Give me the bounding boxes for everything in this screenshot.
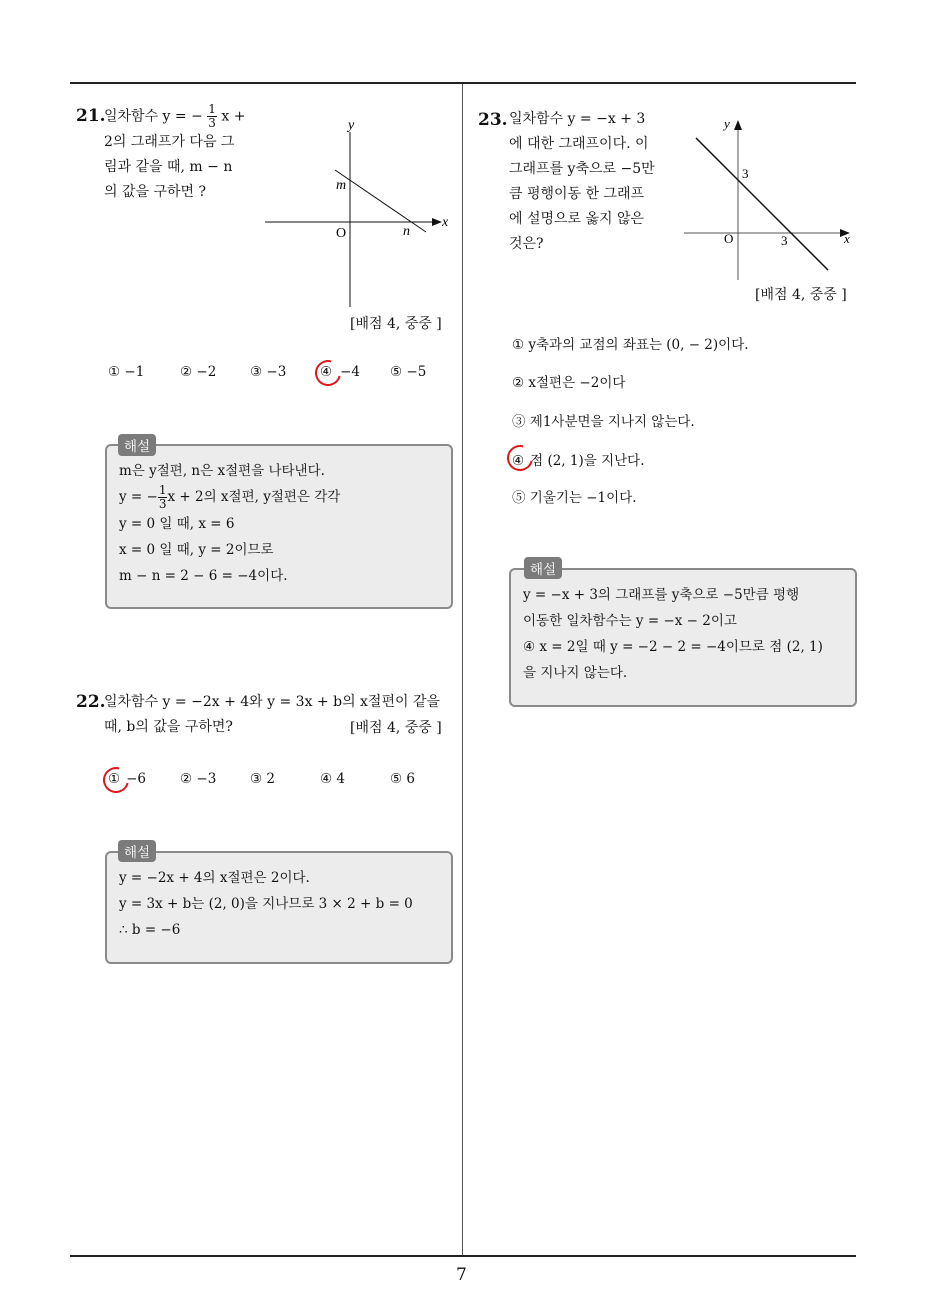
q22-number: 22. xyxy=(76,692,106,712)
q21-graph xyxy=(260,112,460,312)
q21-choice-4-mark: ④ xyxy=(320,364,333,380)
q21-graph-origin: O xyxy=(336,226,347,241)
q23-number: 23. xyxy=(478,110,508,130)
q23-solution-tag: 해설 xyxy=(524,557,562,579)
q22-answer-circle xyxy=(98,762,134,798)
q21-answer-circle xyxy=(310,355,346,391)
q21-graph-x-label: x xyxy=(442,215,449,230)
q23-solution-line-4: 을 지나지 않는다. xyxy=(523,665,628,681)
q21-number: 21. xyxy=(76,106,106,126)
column-divider xyxy=(462,84,463,1256)
q21-choice-2[interactable]: ② −2 xyxy=(180,364,217,380)
q21-graph-m-label: m xyxy=(336,178,347,193)
q22-choice-5[interactable]: ⑤ 6 xyxy=(390,771,415,787)
q23-question: 일차함수 y = −x + 3 에 대한 그래프이다. 이 그래프를 y축으로 −5만 큼 평행이동 한 그래프 에 설명으로 옳지 않은 것은? xyxy=(509,111,655,252)
q21-solution-tag: 해설 xyxy=(118,434,156,456)
q22-solution-tag: 해설 xyxy=(118,840,156,862)
bottom-rule xyxy=(70,1255,856,1257)
q22-choice-1-value: −6 xyxy=(126,771,147,787)
q21-question: 일차함수 y = − $\frac{1}{3}$ x + 2의 그래프가 다음 그 림과 같을 때, m − n 의 값을 구하면 ? xyxy=(104,102,246,200)
q21-fraction: $\frac{1}{3}$ xyxy=(208,102,216,130)
q21-solution-line-4: x = 0 일 때, y = 2이므로 xyxy=(119,542,274,558)
q23-option-4-mark: ④ xyxy=(512,453,525,469)
q23-graph-x-intercept: 3 xyxy=(781,233,788,248)
q21-solution-line-1: m은 y절편, n은 x절편을 나타낸다. xyxy=(119,463,325,479)
q23-option-5[interactable]: ⑤ 기울기는 −1이다. xyxy=(512,490,637,506)
top-rule xyxy=(70,82,856,84)
q23-graph-y-label: y xyxy=(724,116,730,131)
q23-graph-origin: O xyxy=(724,231,734,246)
q23-graph-y-intercept: 3 xyxy=(742,166,749,181)
q22-solution-line-3: ∴ b = −6 xyxy=(119,922,181,938)
q21-graph-n-label: n xyxy=(403,224,410,239)
q21-choice-4-value: −4 xyxy=(340,364,361,380)
q22-solution-line-1: y = −2x + 4의 x절편은 2이다. xyxy=(119,870,310,886)
q22-question: 일차함수 y = −2x + 4와 y = 3x + b의 x절편이 같을 때, b의 값을 구하면? xyxy=(104,694,441,735)
q23-solution-line-1: y = −x + 3의 그래프를 y축으로 −5만큼 평행 xyxy=(523,587,800,603)
q23-graph-x-label: x xyxy=(844,231,850,246)
q23-option-2[interactable]: ② x절편은 −2이다 xyxy=(512,375,626,391)
page-number: 7 xyxy=(456,1265,467,1285)
q22-solution-line-2: y = 3x + b는 (2, 0)을 지나므로 3 × 2 + b = 0 xyxy=(119,896,413,912)
q23-option-3[interactable]: ③ 제1사분면을 지나지 않는다. xyxy=(512,414,695,430)
q21-solution-box xyxy=(105,444,453,609)
q23-solution-line-3: ④ x = 2일 때 y = −2 − 2 = −4이므로 점 (2, 1) xyxy=(523,639,823,655)
q22-choice-3[interactable]: ③ 2 xyxy=(250,771,275,787)
q21-score: [배점 4, 중중 ] xyxy=(350,316,442,332)
q23-answer-circle xyxy=(502,440,538,476)
q21-graph-y-label: y xyxy=(348,118,355,133)
q21-solution-line-2: y = − $\frac{1}{3}$ x + 2의 x절편, y절편은 각각 xyxy=(119,483,341,511)
q21-solution-line-5: m − n = 2 − 6 = −4이다. xyxy=(119,568,288,584)
q22-solution-box xyxy=(105,851,453,964)
q23-option-4-text: 점 (2, 1)을 지난다. xyxy=(530,453,645,469)
q21-solution-line-3: y = 0 일 때, x = 6 xyxy=(119,516,235,532)
q22-choice-2[interactable]: ② −3 xyxy=(180,771,217,787)
q23-score: [배점 4, 중중 ] xyxy=(755,287,847,303)
q23-graph xyxy=(680,112,855,282)
q22-score: [배점 4, 중중 ] xyxy=(350,720,442,736)
q23-solution-line-2: 이동한 일차함수는 y = −x − 2이고 xyxy=(523,613,737,629)
q21-choice-1[interactable]: ① −1 xyxy=(108,364,145,380)
q22-choice-1-mark: ① xyxy=(108,771,121,787)
q21-choice-3[interactable]: ③ −3 xyxy=(250,364,287,380)
q23-solution-box xyxy=(509,568,857,707)
q22-choice-4[interactable]: ④ 4 xyxy=(320,771,345,787)
q21-choice-5[interactable]: ⑤ −5 xyxy=(390,364,427,380)
q23-option-1[interactable]: ① y축과의 교점의 좌표는 (0, − 2)이다. xyxy=(512,337,749,353)
